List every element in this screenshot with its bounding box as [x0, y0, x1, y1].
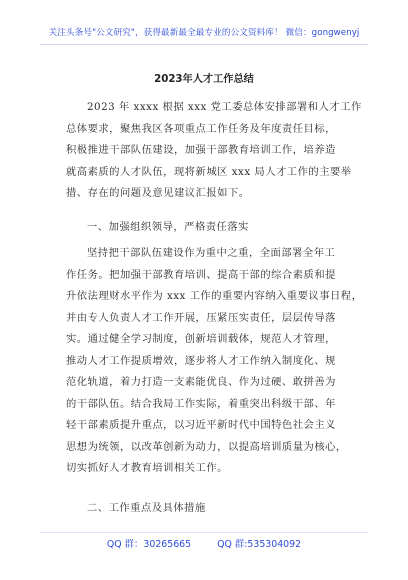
paragraph-line: 升依法理财水平作为 xxx 工作的重要内容纳入重要议事日程，	[66, 290, 363, 302]
paragraph-line: 轻干部素质提升重点，以习近平新时代中国特色社会主义	[66, 419, 336, 431]
header-divider	[40, 44, 368, 45]
paragraph-line: 2023 年 xxxx 根据 xxx 党工委总体安排部署和人才工作	[87, 101, 362, 113]
footer-qq-group-1: QQ 群：30265665	[106, 539, 192, 550]
footer	[0, 536, 408, 550]
paragraph-line: 积极推进干部队伍建设，加强干部教育培训工作，培养造	[66, 144, 336, 156]
paragraph-line: 推动人才工作提质增效，逐步将人才工作纳入制度化、规	[66, 354, 336, 367]
paragraph-line: 就高素质的人才队伍，现将新城区 xxx 局人才工作的主要举	[66, 165, 352, 178]
section-heading-1: 一、加强组织领导，严格责任落实	[87, 221, 249, 233]
document-title: 2023年人才工作总结	[154, 74, 254, 85]
footer-qq-group-2: QQ 群:535304092	[217, 539, 302, 550]
paragraph-line: 作任务。把加强干部教育培训、提高干部的综合素质和提	[66, 268, 336, 281]
section-heading-2: 二、工作重点及具体措施	[87, 502, 206, 514]
paragraph-line: 并由专人负责人才工作开展，压紧压实责任，层层传导落	[66, 311, 336, 324]
paragraph-line: 措、存在的问题及意见建议汇报如下。	[66, 187, 250, 199]
paragraph-line: 坚持把干部队伍建设作为重中之重，全面部署全年工	[87, 247, 336, 259]
paragraph-line: 总体要求，聚焦我区各项重点工作任务及年度责任目标，	[66, 122, 336, 135]
footer-divider	[40, 532, 368, 533]
paragraph-line: 的干部队伍。结合我局工作实际，着重突出科级干部、年	[66, 397, 336, 410]
paragraph-line: 范化轨道，着力打造一支素能优良、作为过硬、敢拼善为	[66, 376, 336, 388]
header-notice: 关注头条号"公文研究"，获得最新最全最专业的公文资料库！ 微信：gongwenyj	[48, 28, 360, 38]
paragraph-line: 实。通过健全学习制度，创新培训载体，规范人才管理，	[66, 333, 336, 345]
intro-paragraph	[66, 97, 362, 205]
paragraph-line: 思想为统领，以改革创新为动力，以提高培训质量为核心，	[66, 440, 347, 453]
paragraph-line: 切实抓好人才教育培训相关工作。	[66, 462, 228, 474]
section1-paragraph	[66, 243, 363, 480]
